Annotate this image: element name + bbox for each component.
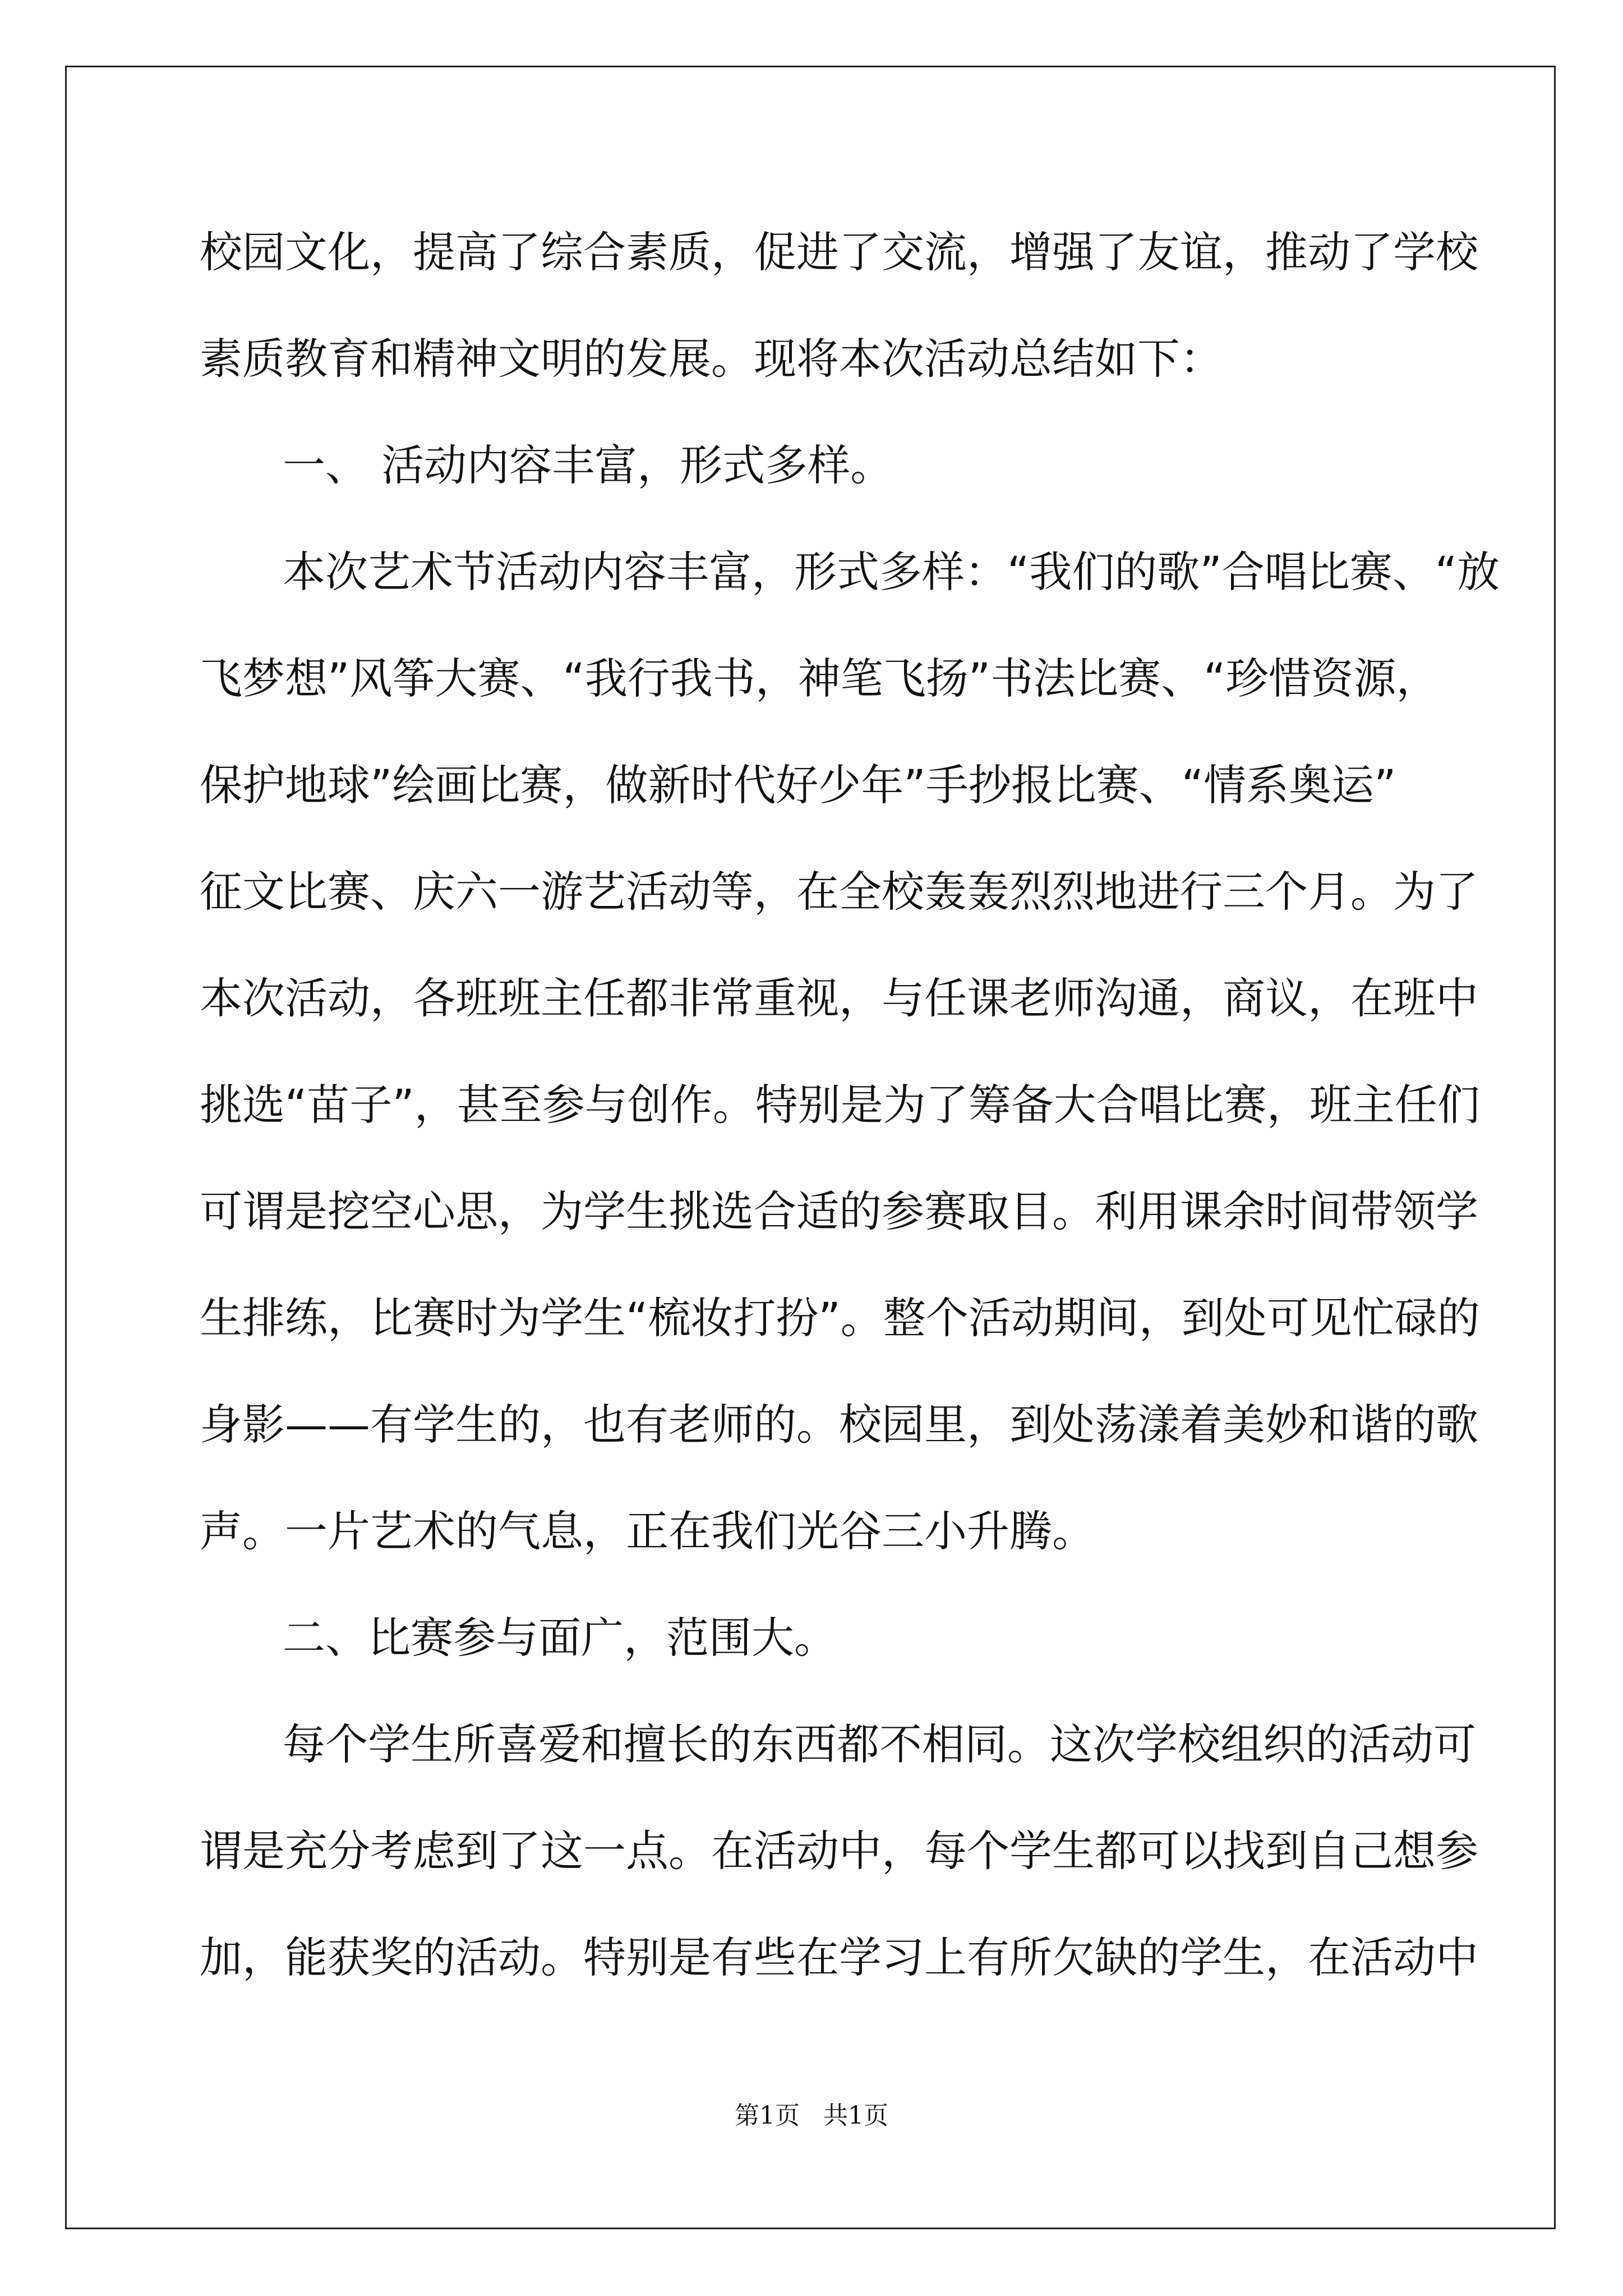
text-line: 谓是充分考虑到了这一点。在活动中，每个学生都可以找到自己想参 — [200, 1826, 1478, 1876]
text-line: 飞梦想”风筝大赛、“我行我书，神笔飞扬”书法比赛、“珍惜资源， — [200, 654, 1439, 703]
text-line: 校园文化，提高了综合素质，促进了交流，增强了友谊，推动了学校 — [200, 227, 1478, 277]
text-line: 保护地球”绘画比赛，做新时代好少年”手抄报比赛、“情系奥运” — [200, 760, 1396, 810]
text-line: 挑选“苗子”，甚至参与创作。特别是为了筹备大合唱比赛，班主任们 — [200, 1080, 1480, 1130]
text-line: 本次活动，各班班主任都非常重视，与任课老师沟通，商议，在班中 — [200, 973, 1478, 1023]
section-heading: 一、 活动内容丰富，形式多样。 — [283, 440, 893, 490]
text-line: 生排练，比赛时为学生“梳妆打扮”。整个活动期间，到处可见忙碌的 — [200, 1293, 1480, 1343]
text-line: 声。一片艺术的气息，正在我们光谷三小升腾。 — [200, 1506, 1095, 1556]
text-line: 身影——有学生的，也有老师的。校园里，到处荡漾着美妙和谐的歌 — [200, 1400, 1478, 1450]
text-line: 素质教育和精神文明的发展。现将本次活动总结如下： — [200, 334, 1223, 384]
text-line: 本次艺术节活动内容丰富，形式多样：“我们的歌”合唱比赛、“放 — [283, 547, 1500, 597]
text-line: 加，能获奖的活动。特别是有些在学习上有所欠缺的学生，在活动中 — [200, 1932, 1478, 1982]
text-line: 征文比赛、庆六一游艺活动等，在全校轰轰烈烈地进行三个月。为了 — [200, 867, 1478, 917]
page-footer: 第1页 共1页 — [735, 2101, 888, 2130]
section-heading: 二、比赛参与面广，范围大。 — [283, 1613, 837, 1663]
text-line: 每个学生所喜爱和擅长的东西都不相同。这次学校组织的活动可 — [283, 1719, 1476, 1769]
text-line: 可谓是挖空心思，为学生挑选合适的参赛取目。利用课余时间带领学 — [200, 1186, 1478, 1236]
page-border — [65, 66, 1556, 2229]
